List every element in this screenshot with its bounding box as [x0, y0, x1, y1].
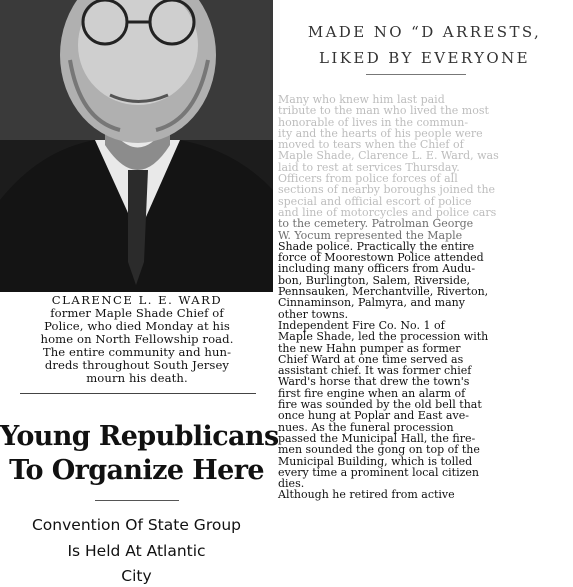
- article-line: honorable of lives in the commun-: [278, 115, 469, 129]
- photo-caption: [6, 294, 268, 385]
- article-line: other towns.: [278, 307, 349, 321]
- article-line: assistant chief. It was former chief: [278, 364, 472, 378]
- article-line: fire was sounded by the old bell that: [278, 398, 482, 412]
- portrait-photo: [0, 0, 273, 292]
- article-line: Pennsauken, Merchantville, Riverton,: [278, 285, 489, 299]
- article-line: Many who knew him last paid: [278, 93, 445, 106]
- article-line: to the cemetery. Patrolman George: [278, 217, 474, 231]
- article-line: Shade police. Practically the entire: [278, 239, 475, 253]
- article-line: Although he retired from active: [278, 488, 455, 502]
- headline-line-1: Young Republicans: [0, 421, 279, 452]
- article-line: men sounded the gong on top of the: [278, 443, 480, 457]
- article-line: Maple Shade, Clarence L. E. Ward, was: [278, 149, 499, 163]
- article-line: Maple Shade, led the procession with: [278, 330, 489, 344]
- article-line: ity and the hearts of his people were: [278, 126, 483, 140]
- article-line: laid to rest at services Thursday.: [278, 160, 460, 174]
- article-line: special and official escort of police: [278, 194, 472, 208]
- article-line: dies.: [278, 477, 305, 491]
- article-line: the new Hahn pumper as former: [278, 341, 461, 355]
- caption-line: dreds throughout South Jersey: [44, 358, 230, 372]
- article-line: bon, Burlington, Salem, Riverside,: [278, 273, 470, 287]
- article-line: and line of motorcycles and police cars: [278, 205, 497, 219]
- article-line: Chief Ward at one time served as: [278, 352, 464, 366]
- article-line: W. Yocum represented the Maple: [278, 228, 463, 242]
- article-headline-rule: [366, 74, 466, 75]
- caption-line: The entire community and hun-: [42, 345, 232, 359]
- article-line: Cinnaminson, Palmyra, and many: [278, 296, 465, 310]
- subhead-line-3: City: [121, 567, 152, 585]
- article-line: every time a prominent local citizen: [278, 465, 479, 479]
- caption-line: CLARENCE L. E. WARD: [51, 293, 223, 307]
- article-line: Independent Fire Co. No. 1 of: [278, 318, 445, 332]
- article-line: passed the Municipal Hall, the fire-: [278, 431, 476, 445]
- article-line: including many officers from Audu-: [278, 262, 476, 276]
- article-line: sections of nearby boroughs joined the: [278, 183, 496, 197]
- article-line: force of Moorestown Police attended: [278, 251, 484, 265]
- portrait-illustration: [0, 0, 273, 292]
- caption-line: mourn his death.: [86, 371, 188, 385]
- article-line: nues. As the funeral procession: [278, 420, 454, 434]
- subhead-line-2: Is Held At Atlantic: [67, 542, 206, 560]
- article-line: Ward's horse that drew the town's: [278, 375, 470, 389]
- article-line: Officers from police forces of all: [278, 172, 458, 186]
- article-line: tribute to the man who lived the most: [278, 104, 489, 118]
- headline-line-2: To Organize Here: [9, 455, 264, 486]
- article-line: first fire engine when an alarm of: [278, 386, 466, 400]
- subhead-line-1: Convention Of State Group: [31, 516, 241, 534]
- article-body: [278, 94, 570, 501]
- headline-divider: [95, 500, 179, 501]
- caption-line: Police, who died Monday at his: [44, 319, 230, 333]
- column-divider: [20, 393, 256, 394]
- article-line: once hung at Poplar and East ave-: [278, 409, 469, 423]
- article-headline-line-1: MADE NO “D ARRESTS,: [307, 23, 542, 41]
- caption-line: home on North Fellowship road.: [40, 332, 234, 346]
- article-line: Municipal Building, which is tolled: [278, 454, 473, 468]
- article-headline-line-2: LIKED BY EVERYONE: [319, 49, 530, 67]
- caption-line: former Maple Shade Chief of: [50, 306, 224, 320]
- article-line: moved to tears when the Chief of: [278, 138, 464, 152]
